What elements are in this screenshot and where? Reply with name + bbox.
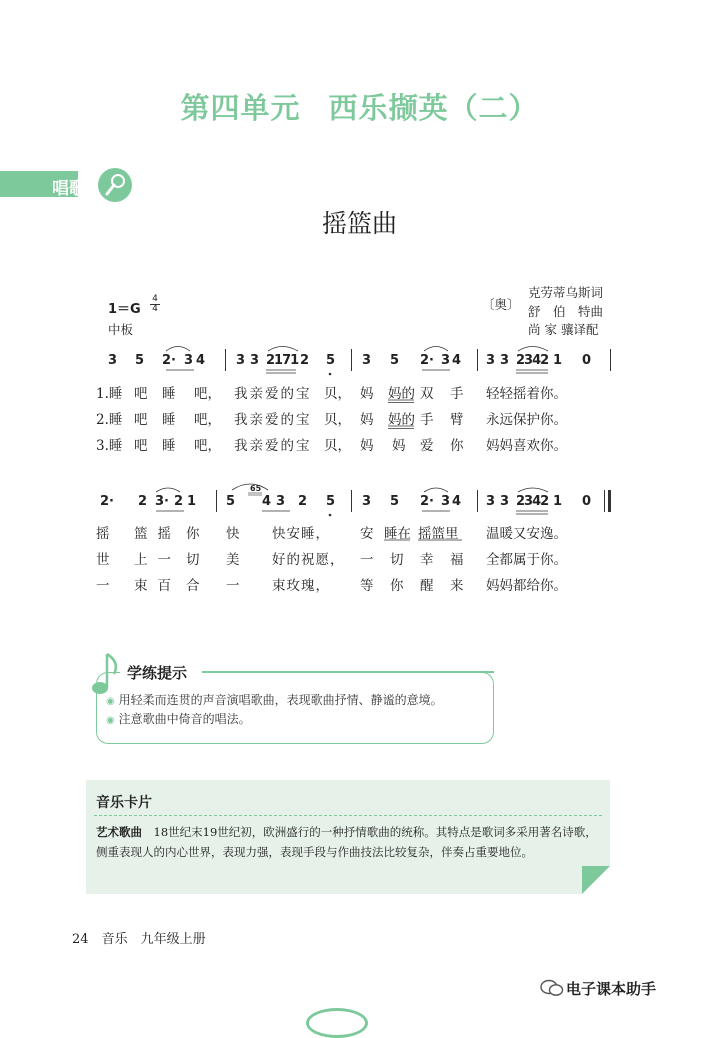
lyric: 手 [420, 412, 434, 428]
note: 1 [553, 353, 563, 368]
lyric: 妈 [392, 438, 406, 454]
lyric: 切 [390, 552, 404, 568]
lyric: 福 [450, 552, 464, 568]
note: 2 [300, 353, 310, 368]
note: 5 [226, 494, 236, 509]
note: 5 [390, 494, 400, 509]
lyric: 轻轻摇着你。 [486, 386, 567, 402]
page-fold-corner [582, 866, 610, 894]
bullet-icon: ◉ [106, 696, 115, 707]
lyric: 幸 [420, 552, 434, 568]
card-definition: 18世纪末19世纪初，欧洲盛行的一种抒情歌曲的统称。其特点是歌词多采用著名诗歌，侧重表现人的内心世界，表现力强，表现手段与作曲技法比较复杂，伴奏占重要地位。 [96, 825, 597, 859]
lyric: 吧， [194, 386, 221, 402]
lyric: 温暖又安逸。 [486, 526, 567, 542]
lyric: 睡在 [384, 526, 411, 542]
lyric: 妈妈都给你。 [486, 578, 567, 594]
lyric: 切 [186, 552, 200, 568]
lyric: 睡 [162, 438, 176, 454]
lyric: 爱 [420, 438, 434, 454]
watermark: 电子课本助手 [566, 980, 657, 998]
note: 3 [486, 494, 496, 509]
note: 3 [236, 353, 246, 368]
time-denominator: 4 [150, 304, 160, 314]
lyric: 妈的 [388, 386, 415, 402]
note: 5 [390, 353, 400, 368]
note: 2· [162, 353, 176, 368]
note: 3 [500, 494, 510, 509]
lyric: 我亲爱的宝 [234, 438, 312, 454]
lyric: 贝， [324, 412, 351, 428]
note: 2 [174, 494, 184, 509]
lyric: 睡 [162, 412, 176, 428]
lyric: 快 [226, 526, 240, 542]
key-signature: 1＝G [108, 302, 141, 317]
music-card-text [96, 822, 602, 862]
tip-item [106, 710, 251, 727]
lyric: 妈妈喜欢你。 [486, 438, 567, 454]
lyric: 1.睡 [96, 386, 123, 402]
tip-text: 注意歌曲中倚音的唱法。 [118, 712, 251, 726]
note: 4 [452, 494, 462, 509]
note: 0 [582, 494, 592, 509]
lyric: 睡 [162, 386, 176, 402]
lyric: 我亲爱的宝 [234, 412, 312, 428]
lyric: 美 [226, 552, 240, 568]
note: 2342 [516, 353, 549, 368]
lyric: 篮摇 [134, 526, 181, 542]
music-card-title: 音乐卡片 [96, 795, 152, 811]
lyric: 束百 [134, 578, 181, 594]
note: 2 [298, 494, 308, 509]
note: 4 [196, 353, 206, 368]
lyric: 臂 [450, 412, 464, 428]
lyric: 吧， [194, 412, 221, 428]
wechat-icon [540, 978, 564, 998]
section-tab-label: 唱歌 [52, 179, 86, 199]
note: 2171 [266, 353, 299, 368]
note: 3 [500, 353, 510, 368]
lyric: 你 [450, 438, 464, 454]
bullet-icon: ◉ [106, 715, 115, 726]
lyric: 手 [450, 386, 464, 402]
tip-text: 用轻柔而连贯的声音演唱歌曲，表现歌曲抒情、静谧的意境。 [118, 693, 443, 707]
lyric: 来 [450, 578, 464, 594]
grace-note: 65 [250, 484, 262, 493]
lyric: 吧 [134, 438, 148, 454]
lyric: 吧， [194, 438, 221, 454]
lyric: 快安睡， [272, 526, 330, 542]
note: 2· [100, 494, 114, 509]
note: 4 [452, 353, 462, 368]
note: 3 [276, 494, 286, 509]
lyric: 一 [96, 578, 110, 594]
lyric: 等 [360, 578, 374, 594]
note: 0 [582, 353, 592, 368]
lyricist-credit: 克劳蒂乌斯词 [528, 285, 604, 300]
card-term: 艺术歌曲 [96, 825, 142, 839]
note: 3 [486, 353, 496, 368]
note: 5 [326, 353, 336, 368]
lyric: 全都属于你。 [486, 552, 567, 568]
note: 4 [262, 494, 272, 509]
note: 3 [108, 353, 118, 368]
lyric: 好的祝愿， [272, 552, 345, 568]
tips-title: 学练提示 [127, 664, 188, 682]
tempo-marking: 中板 [108, 322, 134, 337]
lyric: 吧 [134, 386, 148, 402]
subject-name: 音乐 [101, 932, 128, 947]
unit-number: 第四单元 [180, 91, 301, 125]
note: 3 [441, 494, 451, 509]
lyric: 妈的 [388, 412, 415, 428]
lyric: 2.睡 [96, 412, 123, 428]
lyric: 吧 [134, 412, 148, 428]
tips-title-rule [202, 671, 494, 673]
lyric: 你 [186, 526, 200, 542]
note: 3 [184, 353, 194, 368]
lyric: 妈 [360, 438, 374, 454]
unit-name: 西乐撷英（二） [328, 91, 539, 125]
lyric: 摇篮里 [418, 526, 459, 542]
note: 2· [420, 353, 434, 368]
origin-label: 〔奥〕 [482, 297, 520, 312]
translator-credit: 尚 家 骧译配 [528, 322, 599, 337]
lyric: 一 [360, 552, 374, 568]
note: 2· [420, 494, 434, 509]
note: 2342 [516, 494, 549, 509]
note: 5 [326, 494, 336, 509]
note: 3· [155, 494, 169, 509]
lyric: 3.睡 [96, 438, 123, 454]
lyric: 醒 [420, 578, 434, 594]
lyric: 一 [226, 578, 240, 594]
note: 3 [250, 353, 260, 368]
page-number: 24 [72, 932, 89, 947]
lyric: 世 [96, 552, 110, 568]
lyric: 上一 [134, 552, 181, 568]
composer-credit: 舒 伯 特曲 [528, 304, 604, 319]
note: 2 [138, 494, 148, 509]
note: 1 [187, 494, 197, 509]
grade-name: 九年级上册 [140, 932, 206, 947]
lyric: 贝， [324, 386, 351, 402]
lyric: 束玫瑰， [272, 578, 330, 594]
lyric: 摇 [96, 526, 110, 542]
time-numerator: 4 [152, 294, 158, 304]
lyric: 安 [360, 526, 374, 542]
lyric: 贝， [324, 438, 351, 454]
note: 3 [362, 353, 372, 368]
note: 3 [441, 353, 451, 368]
note: 5 [135, 353, 145, 368]
note: 1 [553, 494, 563, 509]
lyric: 妈 [360, 386, 374, 402]
note: 3 [362, 494, 372, 509]
lyric: 你 [390, 578, 404, 594]
lyric: 永远保护你。 [486, 412, 567, 428]
tip-item [106, 691, 443, 708]
song-title: 摇篮曲 [321, 209, 397, 238]
music-card-rule [94, 815, 602, 816]
lyric: 双 [420, 386, 434, 402]
lyric: 我亲爱的宝 [234, 386, 312, 402]
page-bottom-ornament [306, 1008, 368, 1038]
lyric: 合 [186, 578, 200, 594]
lyric: 妈 [360, 412, 374, 428]
page-footer [72, 928, 206, 947]
